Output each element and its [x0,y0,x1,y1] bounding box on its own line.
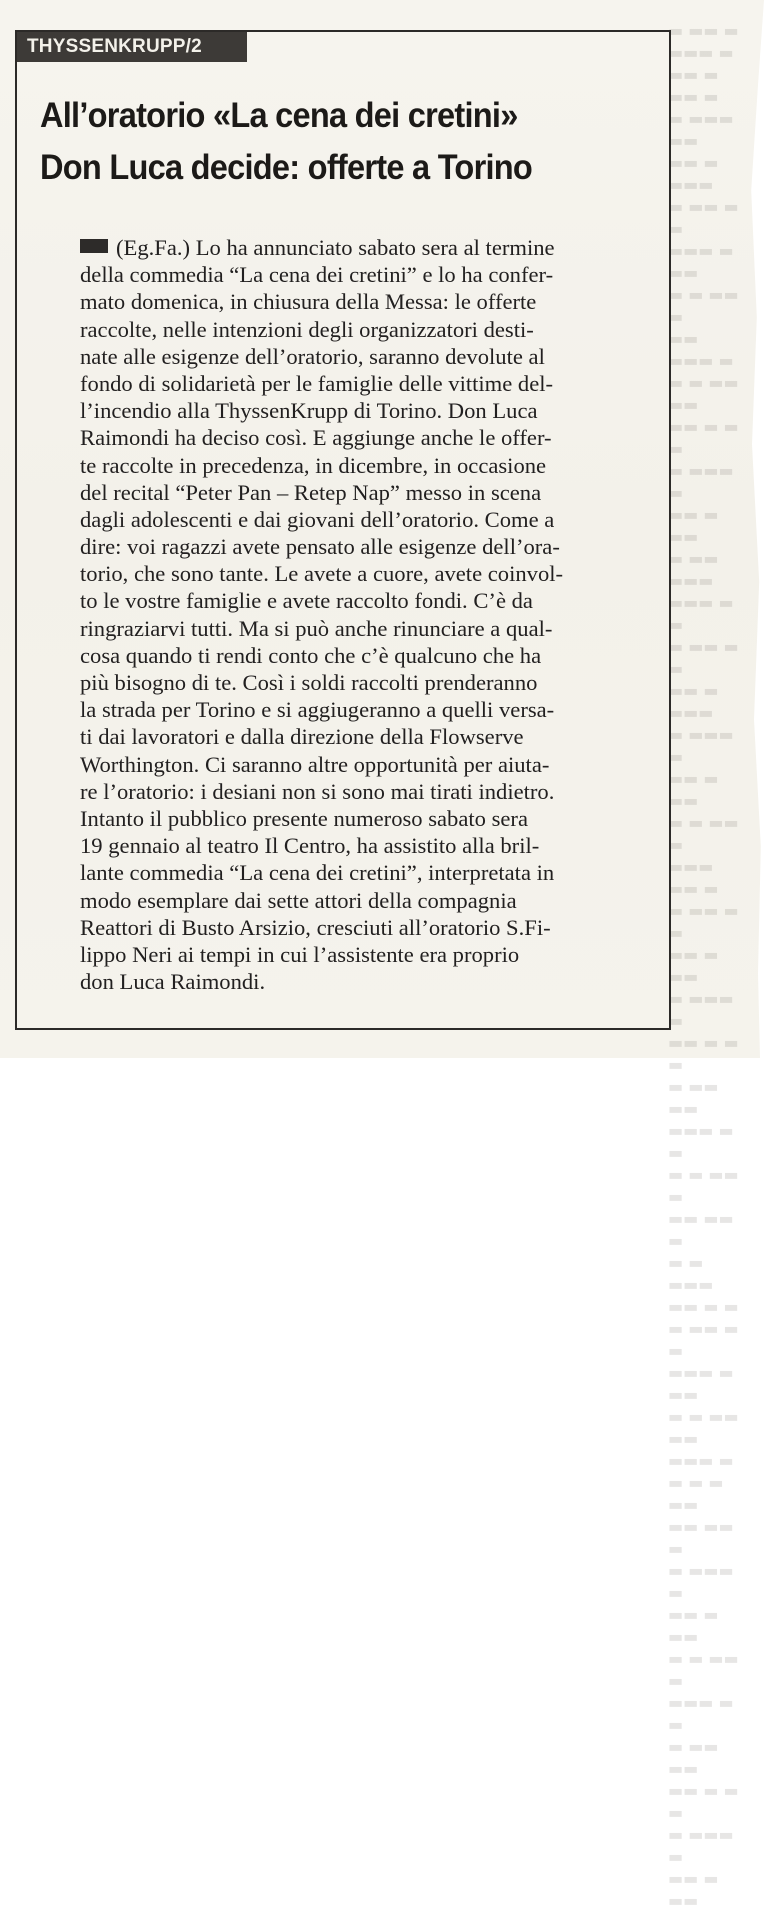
body-line: mato domenica, in chiusura della Messa: le offerte [80,289,537,315]
body-line: dire: voi ragazzi avete pensato alle esigenze dell’ora- [80,534,560,560]
body-line: re l’oratorio: i desiani non si sono mai tirati indietro. [80,778,555,804]
body-line: ringraziarvi tutti. Ma si può anche rinunciare a qual- [80,615,553,641]
body-line: fondo di solidarietà per le famiglie delle vittime del- [80,370,554,396]
body-line: ti dai lavoratori e dalla direzione della Flowserve [80,724,524,750]
body-line: raccolte, nelle intenzioni degli organizzatori desti- [80,316,534,342]
body-line: torio, che sono tante. Le avete a cuore, avete coinvol- [80,561,564,587]
body-line: Intanto il pubblico presente numeroso sabato sera [80,805,528,831]
body-line: Reattori di Busto Arsizio, cresciuti all’oratorio S.Fi- [80,914,551,940]
body-line: l’incendio alla ThyssenKrupp di Torino. Don Luca [80,398,538,424]
body-line: lante commedia “La cena dei cretini”, interpretata in [80,860,555,886]
body-line: più bisogno di te. Così i soldi raccolti prenderanno [80,670,538,695]
body-line: lippo Neri ai tempi in cui l’assistente era proprio [80,941,520,967]
headline-line-1: All’oratorio «La cena dei cretini» [40,96,518,135]
bullet-square-icon [80,239,108,253]
article-body [80,234,670,995]
headline-line-2: Don Luca decide: offerte a Torino [40,148,533,187]
body-line-1 [80,234,670,261]
body-line: te raccolte in precedenza, in dicembre, in occasione [80,452,547,478]
body-line: del recital “Peter Pan – Retep Nap” messo in scena [80,479,542,505]
byline: (Eg.Fa.) [116,235,191,260]
body-line: nate alle esigenze dell’oratorio, saranno devolute al [80,343,545,369]
body-line-text: Lo ha annunciato sabato sera al termine [195,235,555,260]
body-line: cosa quando ti rendi conto che c’è qualcuno che ha [80,642,542,668]
body-line: della commedia “La cena dei cretini” e lo ha confer- [80,262,554,288]
body-line: la strada per Torino e si aggiugeranno a quelli versa- [80,697,555,723]
body-line: to le vostre famiglie e avete raccolto fondi. C’è da [80,588,533,614]
body-line: 19 gennaio al teatro Il Centro, ha assistito alla bril- [80,833,540,859]
section-kicker: THYSSENKRUPP/2 [17,32,247,62]
article-headline [40,90,617,194]
body-line: modo esemplare dai sette attori della compagnia [80,887,517,913]
body-line: don Luca Raimondi. [80,969,266,995]
bleed-through-texture: ▬ ▬▬ ▬ ▬▬▬ ▬ ▬▬ ▬ ▬▬ ▬ ▬ ▬▬▬ ▬▬ ▬▬ ▬ ▬▬▬ ▬ ▬▬ ▬ ▬ ▬▬▬ ▬ ▬▬ ▬ ▬ ▬▬ ▬ ▬▬ ▬▬▬ ▬ ▬ ▬ ▬▬ ▬▬ ▬▬ ▬ ▬ ▬ ▬ ▬▬▬ ▬ ▬▬ ▬ ▬▬ ▬ ▬▬ ▬▬▬ ▬▬▬ ▬ ▬ ▬ ▬▬ ▬ ▬ ▬▬ ▬ ▬▬▬ ▬ ▬▬▬ ▬ ▬▬ ▬ ▬▬ ▬ ▬ ▬▬ ▬ ▬▬▬ ▬▬ ▬ ▬ ▬▬ ▬ ▬ ▬▬ ▬ ▬▬ ▬ ▬▬▬ ▬ ▬▬ ▬ ▬ ▬ ▬ ▬▬ ▬▬ ▬▬▬ ▬ ▬ ▬ ▬ ▬▬ ▬ ▬▬ ▬▬ ▬ ▬ ▬ ▬▬▬ ▬▬ ▬ ▬ ▬ ▬▬ ▬ ▬ ▬▬▬ ▬ ▬▬ ▬ ▬ ▬▬ ▬▬ ▬▬▬ ▬ ▬ ▬ ▬ ▬▬ ▬▬ ▬▬ ▬ ▬ ▬▬▬ ▬ ▬▬ ▬ ▬▬ ▬ ▬ ▬▬ ▬ ▬▬▬ ▬ ▬ ▬ ▬▬ ▬▬ ▬▬ ▬ ▬ ▬ ▬ ▬▬▬ ▬ ▬▬ ▬ ▬▬ [668,21,739,1910]
body-line: Worthington. Ci saranno altre opportunità per aiuta- [80,751,550,777]
body-line: Raimondi ha deciso così. E aggiunge anche le offer- [80,425,552,451]
body-line: dagli adolescenti e dai giovani dell’oratorio. Come a [80,506,555,532]
